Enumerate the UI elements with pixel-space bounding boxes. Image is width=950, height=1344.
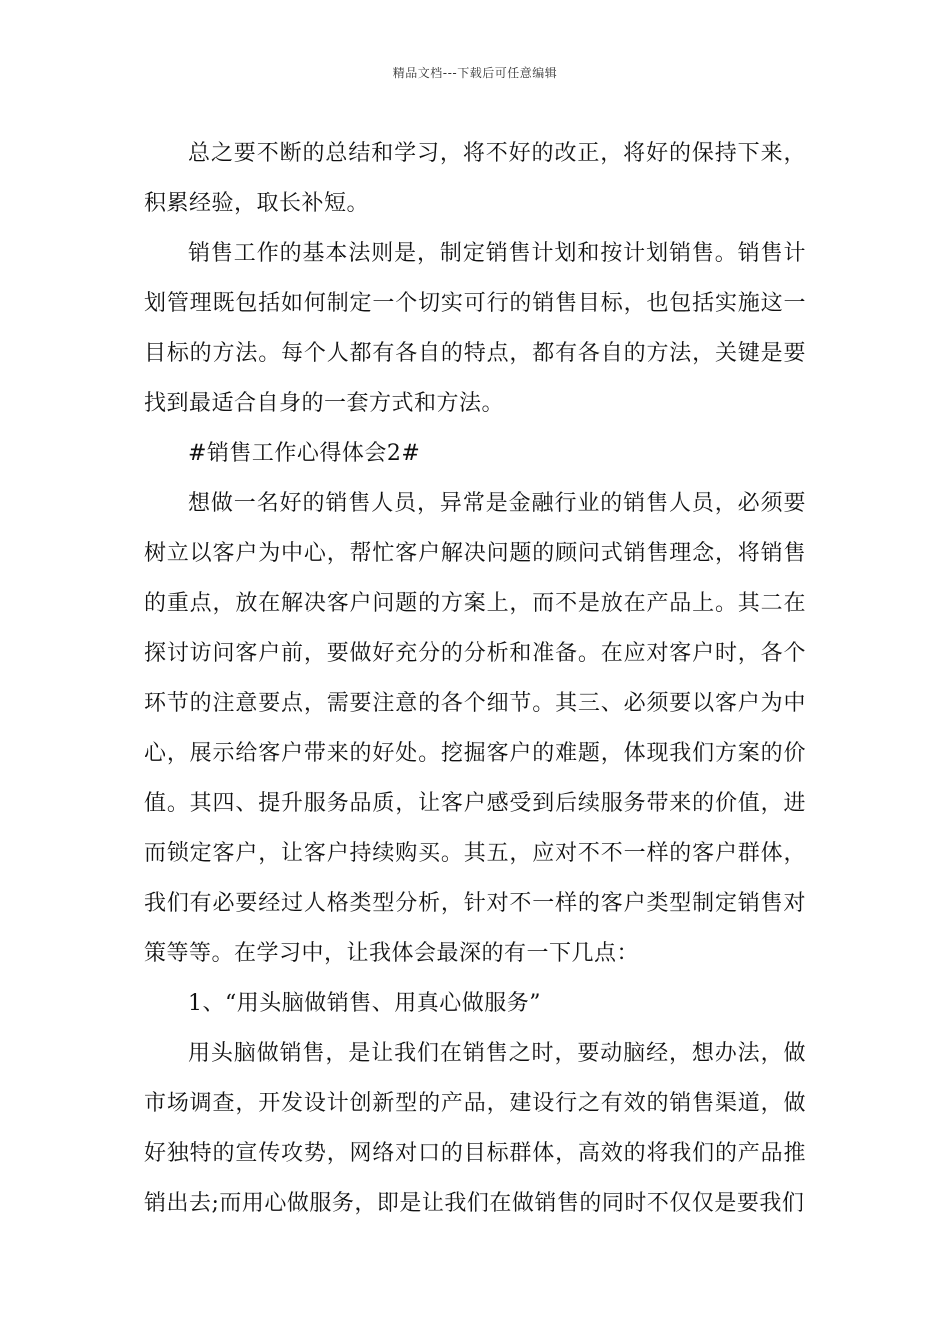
section-heading: #销售工作心得体会2# — [188, 441, 421, 466]
paragraph-summary: 总之要不断的总结和学习，将不好的改正，将好的保持下来，积累经验，取长补短。 — [144, 141, 806, 216]
paragraph-sales-rules: 销售工作的基本法则是，制定销售计划和按计划销售。销售计划管理既包括如何制定一个切实可行的销售目标，也包括实施这一目标的方法。每个人都有各自的特点，都有各自的方法，关键是要找到最适合自身的一套方式和方法。 — [144, 241, 806, 416]
paragraph-sales-philosophy: 想做一名好的销售人员，异常是金融行业的销售人员，必须要树立以客户为中心，帮忙客户解决问题的顾问式销售理念，将销售的重点，放在解决客户问题的方案上，而不是放在产品上。其二在探讨访问客户前，要做好充分的分析和准备。在应对客户时，各个环节的注意要点，需要注意的各个细节。其三、必须要以客户为中心，展示给客户带来的好处。挖掘客户的难题，体现我们方案的价值。其四、提升服务品质，让客户感受到后续服务带来的价值，进而锁定客户，让客户持续购买。其五，应对不不一样的客户群体，我们有必要经过人格类型分析，针对不一样的客户类型制定销售对策等等。在学习中，让我体会最深的有一下几点： — [144, 491, 806, 966]
page-header: 精品文档---下载后可任意编辑 — [392, 66, 558, 80]
list-heading-1: 1、“用头脑做销售、用真心做服务” — [188, 991, 541, 1016]
paragraph-head-and-heart: 用头脑做销售，是让我们在销售之时，要动脑经，想办法，做市场调查，开发设计创新型的产品，建设行之有效的销售渠道，做好独特的宣传攻势，网络对口的目标群体，高效的将我们的产品推销出去;而用心做服务，即是让我们在做销售的同时不仅仅是要我们 — [144, 1041, 806, 1216]
document-body — [144, 129, 806, 1229]
